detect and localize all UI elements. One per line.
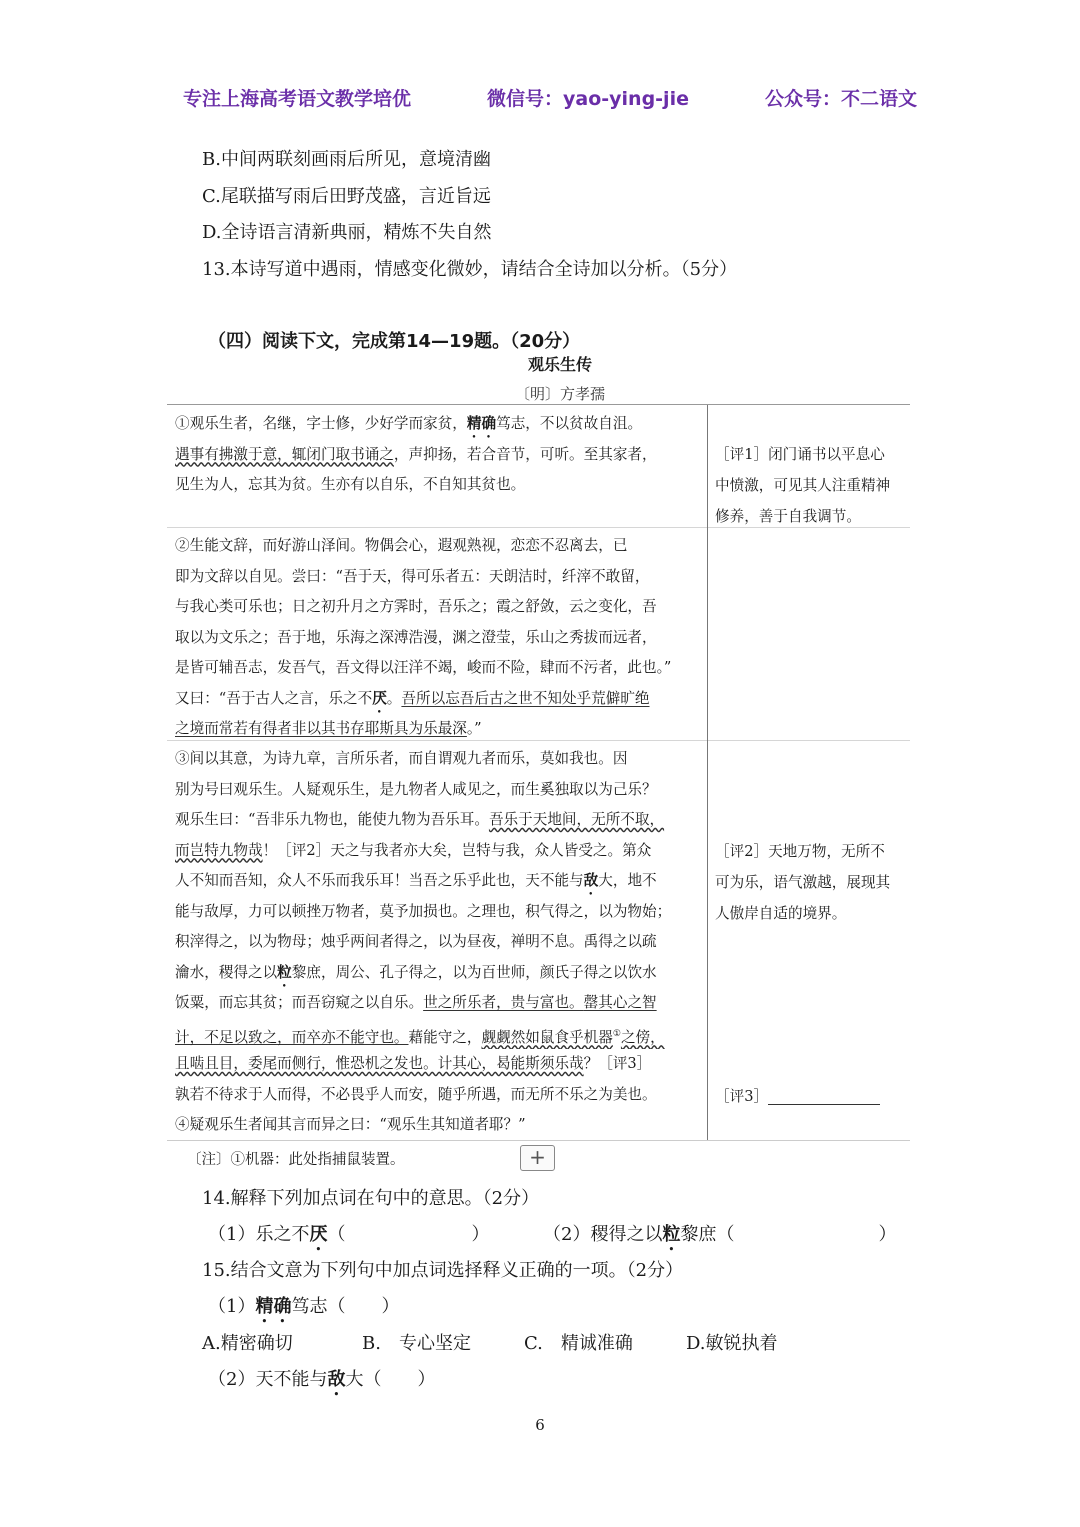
text: 是皆可辅吾志，发吾气，吾文得以汪洋不竭，峻而不险，肆而不污者，此也。” — [175, 659, 672, 676]
question-14: 14.解释下列加点词在句中的意思。（2分） — [202, 1188, 540, 1209]
text: 又曰：“吾于古人之言，乐之不 — [175, 689, 373, 707]
text: 别为号曰观乐生。人疑观乐生，是九物者人咸见之，而生奚独取以为己乐？ — [175, 780, 657, 798]
wavy-underlined-text: 遇事有拂激于意，辄闭门取书诵之 — [175, 445, 394, 463]
comment-line: ［评1］闭门诵书以平息心 — [715, 446, 885, 463]
comment-line: ［评2］天地万物，无所不 — [715, 843, 885, 860]
text: ，声抑扬，若合音节，可听。至其家者， — [393, 445, 657, 463]
comment-line: 修养，善于自我调节。 — [715, 508, 861, 525]
text: ②生能文辞，而好游山泽间。物偶会心，遐观熟视，恋恋不忍离去，已 — [175, 537, 628, 554]
answer-blank[interactable]: 笃志（ ） — [291, 1296, 400, 1317]
wavy-underlined-text: 觑觑然如鼠食乎机器 — [481, 1028, 613, 1046]
footnote-marker: ① — [612, 1028, 621, 1039]
text: （1）乐之不 — [208, 1224, 310, 1245]
column-divider — [707, 405, 708, 1140]
dotted-word: 粒 — [277, 963, 292, 981]
option-c: C.尾联描写雨后田野茂盛，言近旨远 — [202, 186, 491, 207]
text: ！［评2］天之与我者亦大矣，岂特与我，众人皆受之。第众 — [262, 841, 652, 859]
passage-author: 〔明〕方孝孺 — [514, 385, 605, 403]
option-b: B.中间两联刻画雨后所见，意境清幽 — [202, 149, 491, 170]
text: 人不知而吾知，众人不乐而我乐耳！当吾之乐乎此也，天不能与 — [175, 872, 584, 889]
underlined-text: 之境而常若有得者非以其书存耶斯具为乐最深 — [175, 720, 467, 737]
dotted-word: 敌 — [327, 1369, 346, 1390]
header-official-account: 公众号：不二语文 — [765, 88, 918, 110]
comment-line: 可为乐，语气激越，展现其 — [715, 874, 891, 891]
text: ③间以其意，为诗九章，言所乐者，而自谓观九者而乐，莫如我也。因 — [175, 750, 628, 767]
wavy-underlined-text: 而岂特九物哉 — [175, 841, 263, 859]
question-14-item-1 — [208, 1220, 489, 1255]
paragraph-1 — [175, 409, 705, 501]
section-heading: （四）阅读下文，完成第14—19题。（20分） — [208, 331, 581, 352]
header-wechat: 微信号：yao-ying-jie — [487, 88, 689, 110]
dotted-word: 粒 — [662, 1224, 681, 1245]
paragraph-2 — [175, 531, 705, 745]
option-a[interactable]: A.精密确切 — [202, 1333, 293, 1354]
footnote: 〔注〕①机器：此处指捕鼠装置。 — [187, 1152, 405, 1168]
paragraph-3 — [175, 744, 705, 1141]
question-14-item-2 — [543, 1220, 896, 1255]
text: 笃志，不以贫故自沮。 — [496, 415, 643, 432]
text: 观乐生曰：“吾非乐九物也，能使九物为吾乐耳。 — [175, 811, 489, 828]
underlined-text: 计，不足以致之，而卒亦不能守也。 — [175, 1028, 409, 1046]
underlined-text: 世之所乐者，贵与富也。 — [423, 994, 584, 1011]
answer-blank[interactable]: 大（ ） — [345, 1369, 436, 1390]
question-15: 15.结合文意为下列句中加点词选择释义正确的一项。（2分） — [202, 1260, 684, 1281]
text: 孰若不待求于人而得，不必畏乎人而安，随乎所遇，而无所不乐之为美也。 — [175, 1085, 657, 1103]
header-slogan: 专注上海高考语文教学培优 — [183, 88, 412, 110]
wavy-underlined-text: 之傍， — [620, 1028, 665, 1046]
underlined-text: 吾所以忘吾后古之世不知处乎荒僻旷绝 — [401, 689, 650, 707]
text: 取以为文乐之；吾于地，乐海之深溥浩漫，渊之澄莹，乐山之秀拔而远者， — [175, 628, 657, 646]
text: （2）稷得之以 — [543, 1224, 663, 1245]
wavy-underlined-text: 且啮且目，委尾而侧行，惟恐机之发也。计其心，曷能斯须乐哉 — [175, 1055, 584, 1072]
wavy-underlined-text: 吾乐于天地间，无所不取， — [488, 811, 665, 828]
text: 饭粟，而忘其贫；而吾窃窥之以自乐。 — [175, 994, 424, 1011]
text: 见生为人，忘其为贫。生亦有以自乐，不自知其贫也。 — [175, 476, 526, 493]
question-15-item-2 — [208, 1365, 435, 1400]
passage-title: 观乐生传 — [527, 355, 592, 374]
text: ④疑观乐生者闻其言而异之曰：“观乐生其知道者耶？” — [175, 1116, 526, 1133]
comment-3 — [715, 1081, 905, 1112]
row-divider — [708, 740, 910, 741]
underlined-text: 罄其心之智 — [583, 994, 657, 1011]
row-divider — [167, 527, 707, 528]
option-c[interactable]: C. 精诚准确 — [524, 1333, 633, 1354]
dotted-word: 精确 — [466, 415, 497, 432]
answer-blank[interactable]: （ ） — [327, 1224, 490, 1245]
text: 能与敌厚，力可以顿挫万物者，莫予加损也。之理也，积气得之，以为物始； — [175, 902, 672, 920]
page-number: 6 — [535, 1416, 545, 1434]
text: 即为文辞以自见。尝曰：“吾于天，得可乐者五：天朗洁时，纤滓不敢留， — [175, 567, 650, 585]
comment-line: 中愤激，可见其人注重精神 — [715, 477, 891, 494]
text: 大，地不 — [598, 872, 657, 889]
text: ①观乐生者，名继，字士修，少好学而家贫， — [175, 415, 467, 432]
text: 。 — [386, 689, 402, 707]
question-15-item-1 — [208, 1292, 399, 1327]
dotted-word: 精确 — [255, 1296, 292, 1317]
text: 与我心类可乐也；日之初升月之方霁时，吾乐之；霞之舒敛，云之变化，吾 — [175, 598, 657, 615]
text: 瀹水，稷得之以 — [175, 963, 278, 981]
answer-blank[interactable] — [768, 1090, 880, 1105]
comment-label: ［评3］ — [715, 1088, 769, 1105]
answer-blank[interactable]: 黎庶（ ） — [680, 1224, 897, 1245]
text: 藉能守之， — [408, 1028, 482, 1046]
option-d: D.全诗语言清新典丽，精炼不失自然 — [202, 222, 492, 243]
comment-1 — [715, 439, 905, 532]
question-13: 13.本诗写道中遇雨，情感变化微妙，请结合全诗加以分析。（5分） — [202, 259, 738, 280]
comment-2 — [715, 836, 905, 929]
option-d[interactable]: D.敏锐执着 — [686, 1333, 778, 1354]
text: ？［评3］ — [583, 1055, 652, 1072]
text: （1） — [208, 1296, 256, 1317]
text: 积滓得之，以为物母；烛乎两间者得之，以为昼夜，禅明不息。禹得之以疏 — [175, 933, 657, 950]
text: 黎庶，周公、孔子得之，以为百世师，颜氏子得之以饮水 — [291, 963, 657, 981]
dotted-word: 厌 — [372, 689, 387, 707]
page-header — [0, 84, 1080, 110]
dotted-word: 敌 — [583, 872, 599, 889]
expand-button[interactable]: + — [520, 1145, 555, 1171]
passage-table — [167, 404, 910, 1141]
text: 。” — [466, 720, 482, 737]
option-b[interactable]: B. 专心坚定 — [362, 1333, 471, 1354]
text: （2）天不能与 — [208, 1369, 328, 1390]
dotted-word: 厌 — [309, 1224, 328, 1245]
comment-line: 人傲岸自适的境界。 — [715, 905, 847, 922]
